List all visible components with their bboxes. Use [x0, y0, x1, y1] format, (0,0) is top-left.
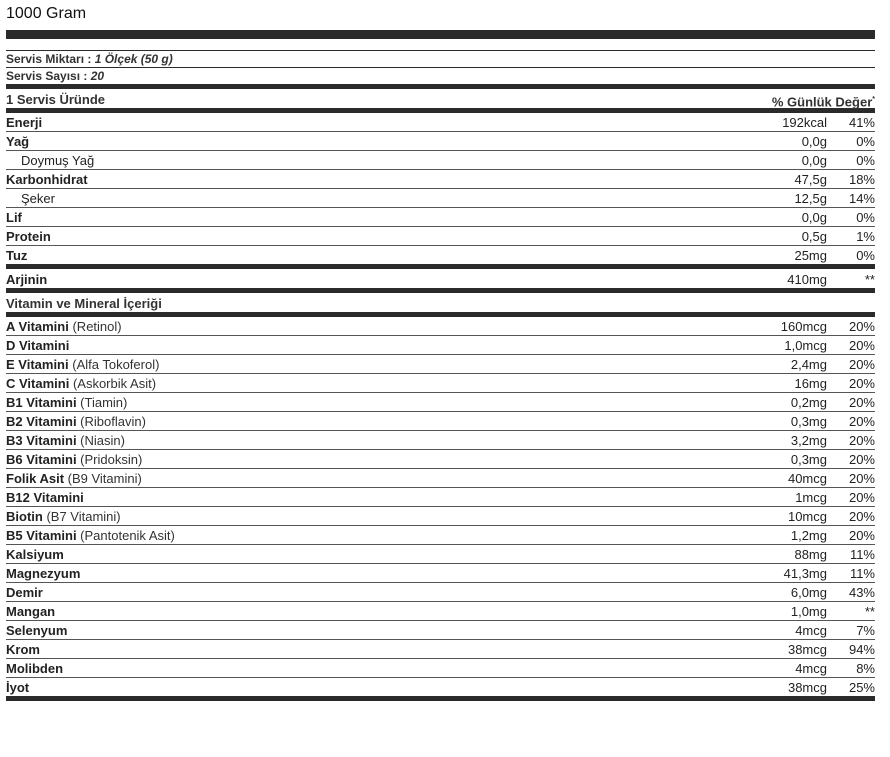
- nutrient-amount: 0,0g: [801, 210, 827, 225]
- nutrient-daily-value: 20%: [848, 490, 875, 505]
- nutrient-name: Magnezyum: [6, 566, 81, 581]
- table-row: [6, 393, 875, 412]
- nutrient-note: (Pridoksin): [76, 452, 143, 467]
- nutrient-table-header: [6, 89, 875, 108]
- nutrient-daily-value: 1%: [856, 229, 875, 244]
- serving-size: [6, 51, 875, 67]
- nutrient-name: E Vitamini: [6, 357, 69, 372]
- product-size-title: 1000 Gram: [6, 5, 87, 22]
- nutrient-daily-value: 11%: [849, 566, 875, 581]
- nutrient-amount: 2,4mg: [790, 357, 827, 372]
- nutrient-daily-value: 25%: [848, 680, 875, 695]
- nutrient-name: Yağ: [6, 134, 30, 149]
- nutrient-name: Mangan: [6, 604, 56, 619]
- table-row: [6, 355, 875, 374]
- nutrient-name: D Vitamini: [6, 338, 70, 353]
- nutrient-name: Kalsiyum: [6, 547, 64, 562]
- nutrient-daily-value: 20%: [848, 414, 875, 429]
- table-row: [6, 208, 875, 227]
- daily-value-heading: % Günlük Değer*: [771, 94, 875, 110]
- nutrient-amount: 0,0g: [801, 134, 827, 149]
- nutrient-note: (Retinol): [68, 319, 122, 334]
- nutrient-note: (B9 Vitamini): [64, 471, 142, 486]
- nutrient-name: Şeker: [21, 191, 55, 206]
- nutrient-daily-value: **: [864, 272, 875, 287]
- serving-count: [6, 68, 875, 84]
- nutrient-amount: 160mcg: [780, 319, 827, 334]
- nutrient-amount: 1,0mg: [790, 604, 827, 619]
- nutrient-name: Demir: [6, 585, 43, 600]
- nutrient-note: (Tiamin): [76, 395, 128, 410]
- nutrient-amount: 47,5g: [794, 172, 827, 187]
- nutrient-note: (Riboflavin): [76, 414, 146, 429]
- table-row: [6, 488, 875, 507]
- nutrient-daily-value: 20%: [848, 357, 875, 372]
- table-row: [6, 113, 875, 132]
- table-row: [6, 507, 875, 526]
- table-row: [6, 246, 875, 264]
- nutrient-list: [6, 113, 875, 264]
- nutrient-daily-value: 14%: [848, 191, 875, 206]
- nutrient-note: (Alfa Tokoferol): [68, 357, 160, 372]
- serving-size-value: 1 Ölçek (50 g): [94, 52, 173, 66]
- nutrient-note: (Askorbik Asit): [69, 376, 157, 391]
- nutrient-name: Arjinin: [6, 272, 48, 287]
- nutrient-note: (Pantotenik Asit): [76, 528, 175, 543]
- nutrient-amount: 38mcg: [787, 680, 827, 695]
- top-divider: [6, 30, 875, 39]
- nutrient-amount: 410mg: [787, 272, 827, 287]
- nutrient-daily-value: 41%: [848, 115, 875, 130]
- nutrient-name: B5 Vitamini: [6, 528, 77, 543]
- nutrient-daily-value: 0%: [856, 153, 875, 168]
- table-row: [6, 659, 875, 678]
- nutrient-amount: 1mcg: [795, 490, 827, 505]
- table-row: [6, 678, 875, 696]
- per-serving-heading: 1 Servis Üründe: [6, 92, 105, 107]
- nutrient-daily-value: 20%: [848, 528, 875, 543]
- nutrition-facts-panel: [6, 30, 875, 701]
- nutrient-name: B1 Vitamini: [6, 395, 77, 410]
- nutrient-daily-value: 20%: [848, 395, 875, 410]
- nutrient-daily-value: 20%: [848, 376, 875, 391]
- table-row: [6, 151, 875, 170]
- nutrient-amount: 10mcg: [787, 509, 827, 524]
- table-row: [6, 450, 875, 469]
- vitamin-section-title: Vitamin ve Mineral İçeriği: [6, 296, 162, 311]
- nutrient-daily-value: **: [864, 604, 875, 619]
- nutrient-daily-value: 7%: [856, 623, 875, 638]
- table-row: [6, 583, 875, 602]
- nutrient-amount: 3,2mg: [790, 433, 827, 448]
- nutrient-daily-value: 18%: [848, 172, 875, 187]
- nutrient-name: Protein: [6, 229, 51, 244]
- table-row: [6, 132, 875, 151]
- nutrient-daily-value: 11%: [849, 547, 875, 562]
- nutrient-daily-value: 43%: [848, 585, 875, 600]
- nutrient-daily-value: 20%: [848, 433, 875, 448]
- nutrient-amount: 0,2mg: [790, 395, 827, 410]
- nutrient-amount: 4mcg: [795, 623, 827, 638]
- nutrient-daily-value: 8%: [856, 661, 875, 676]
- nutrient-name: C Vitamini: [6, 376, 70, 391]
- nutrient-amount: 1,0mcg: [784, 338, 827, 353]
- nutrient-daily-value: 0%: [856, 210, 875, 225]
- nutrient-daily-value: 20%: [848, 338, 875, 353]
- nutrient-daily-value: 20%: [848, 509, 875, 524]
- nutrient-daily-value: 20%: [848, 452, 875, 467]
- vitamin-list: [6, 317, 875, 696]
- arginine-row: [6, 269, 875, 288]
- nutrient-amount: 16mg: [794, 376, 827, 391]
- nutrient-amount: 40mcg: [787, 471, 827, 486]
- table-row: [6, 336, 875, 355]
- nutrient-name: Lif: [6, 210, 22, 225]
- nutrient-amount: 0,3mg: [790, 452, 827, 467]
- nutrient-name: Folik Asit: [6, 471, 65, 486]
- nutrient-amount: 192kcal: [782, 115, 827, 130]
- nutrient-amount: 0,0g: [801, 153, 827, 168]
- table-row: [6, 526, 875, 545]
- nutrient-name: Krom: [6, 642, 40, 657]
- nutrient-amount: 38mcg: [787, 642, 827, 657]
- nutrient-amount: 4mcg: [795, 661, 827, 676]
- nutrient-note: (B7 Vitamini): [42, 509, 121, 524]
- table-row: [6, 227, 875, 246]
- table-row: [6, 564, 875, 583]
- nutrient-amount: 25mg: [794, 248, 827, 263]
- nutrient-amount: 0,5g: [801, 229, 827, 244]
- nutrient-amount: 41,3mg: [783, 566, 827, 581]
- table-row: [6, 545, 875, 564]
- table-row: [6, 374, 875, 393]
- nutrient-name: B2 Vitamini: [6, 414, 77, 429]
- bottom-divider: [6, 696, 875, 701]
- serving-count-label: Servis Sayısı :: [6, 69, 88, 83]
- nutrient-name: Karbonhidrat: [6, 172, 88, 187]
- nutrient-name: Biotin: [6, 509, 43, 524]
- nutrient-amount: 12,5g: [794, 191, 827, 206]
- nutrient-name: B3 Vitamini: [6, 433, 77, 448]
- table-row: [6, 170, 875, 189]
- nutrient-daily-value: 20%: [848, 319, 875, 334]
- nutrient-name: Selenyum: [6, 623, 68, 638]
- table-row: [6, 189, 875, 208]
- table-row: [6, 640, 875, 659]
- nutrient-amount: 0,3mg: [790, 414, 827, 429]
- nutrient-name: A Vitamini: [6, 319, 69, 334]
- nutrient-name: Enerji: [6, 115, 43, 130]
- nutrient-name: B6 Vitamini: [6, 452, 77, 467]
- nutrient-note: (Niasin): [76, 433, 125, 448]
- table-row: [6, 469, 875, 488]
- nutrient-name: Tuz: [6, 248, 28, 263]
- table-row: [6, 431, 875, 450]
- nutrient-name: B12 Vitamini: [6, 490, 84, 505]
- nutrient-name: Doymuş Yağ: [21, 153, 95, 168]
- nutrient-daily-value: 20%: [848, 471, 875, 486]
- nutrient-name: İyot: [6, 680, 30, 695]
- nutrient-amount: 88mg: [794, 547, 827, 562]
- nutrient-amount: 6,0mg: [790, 585, 827, 600]
- table-row: [6, 621, 875, 640]
- nutrient-name: Molibden: [6, 661, 64, 676]
- nutrient-amount: 1,2mg: [790, 528, 827, 543]
- table-row: [6, 412, 875, 431]
- nutrient-daily-value: 94%: [848, 642, 875, 657]
- nutrient-daily-value: 0%: [856, 248, 875, 263]
- serving-size-label: Servis Miktarı :: [6, 52, 92, 66]
- nutrient-daily-value: 0%: [856, 134, 875, 149]
- table-row: [6, 602, 875, 621]
- table-row: [6, 317, 875, 336]
- serving-count-value: 20: [90, 69, 105, 83]
